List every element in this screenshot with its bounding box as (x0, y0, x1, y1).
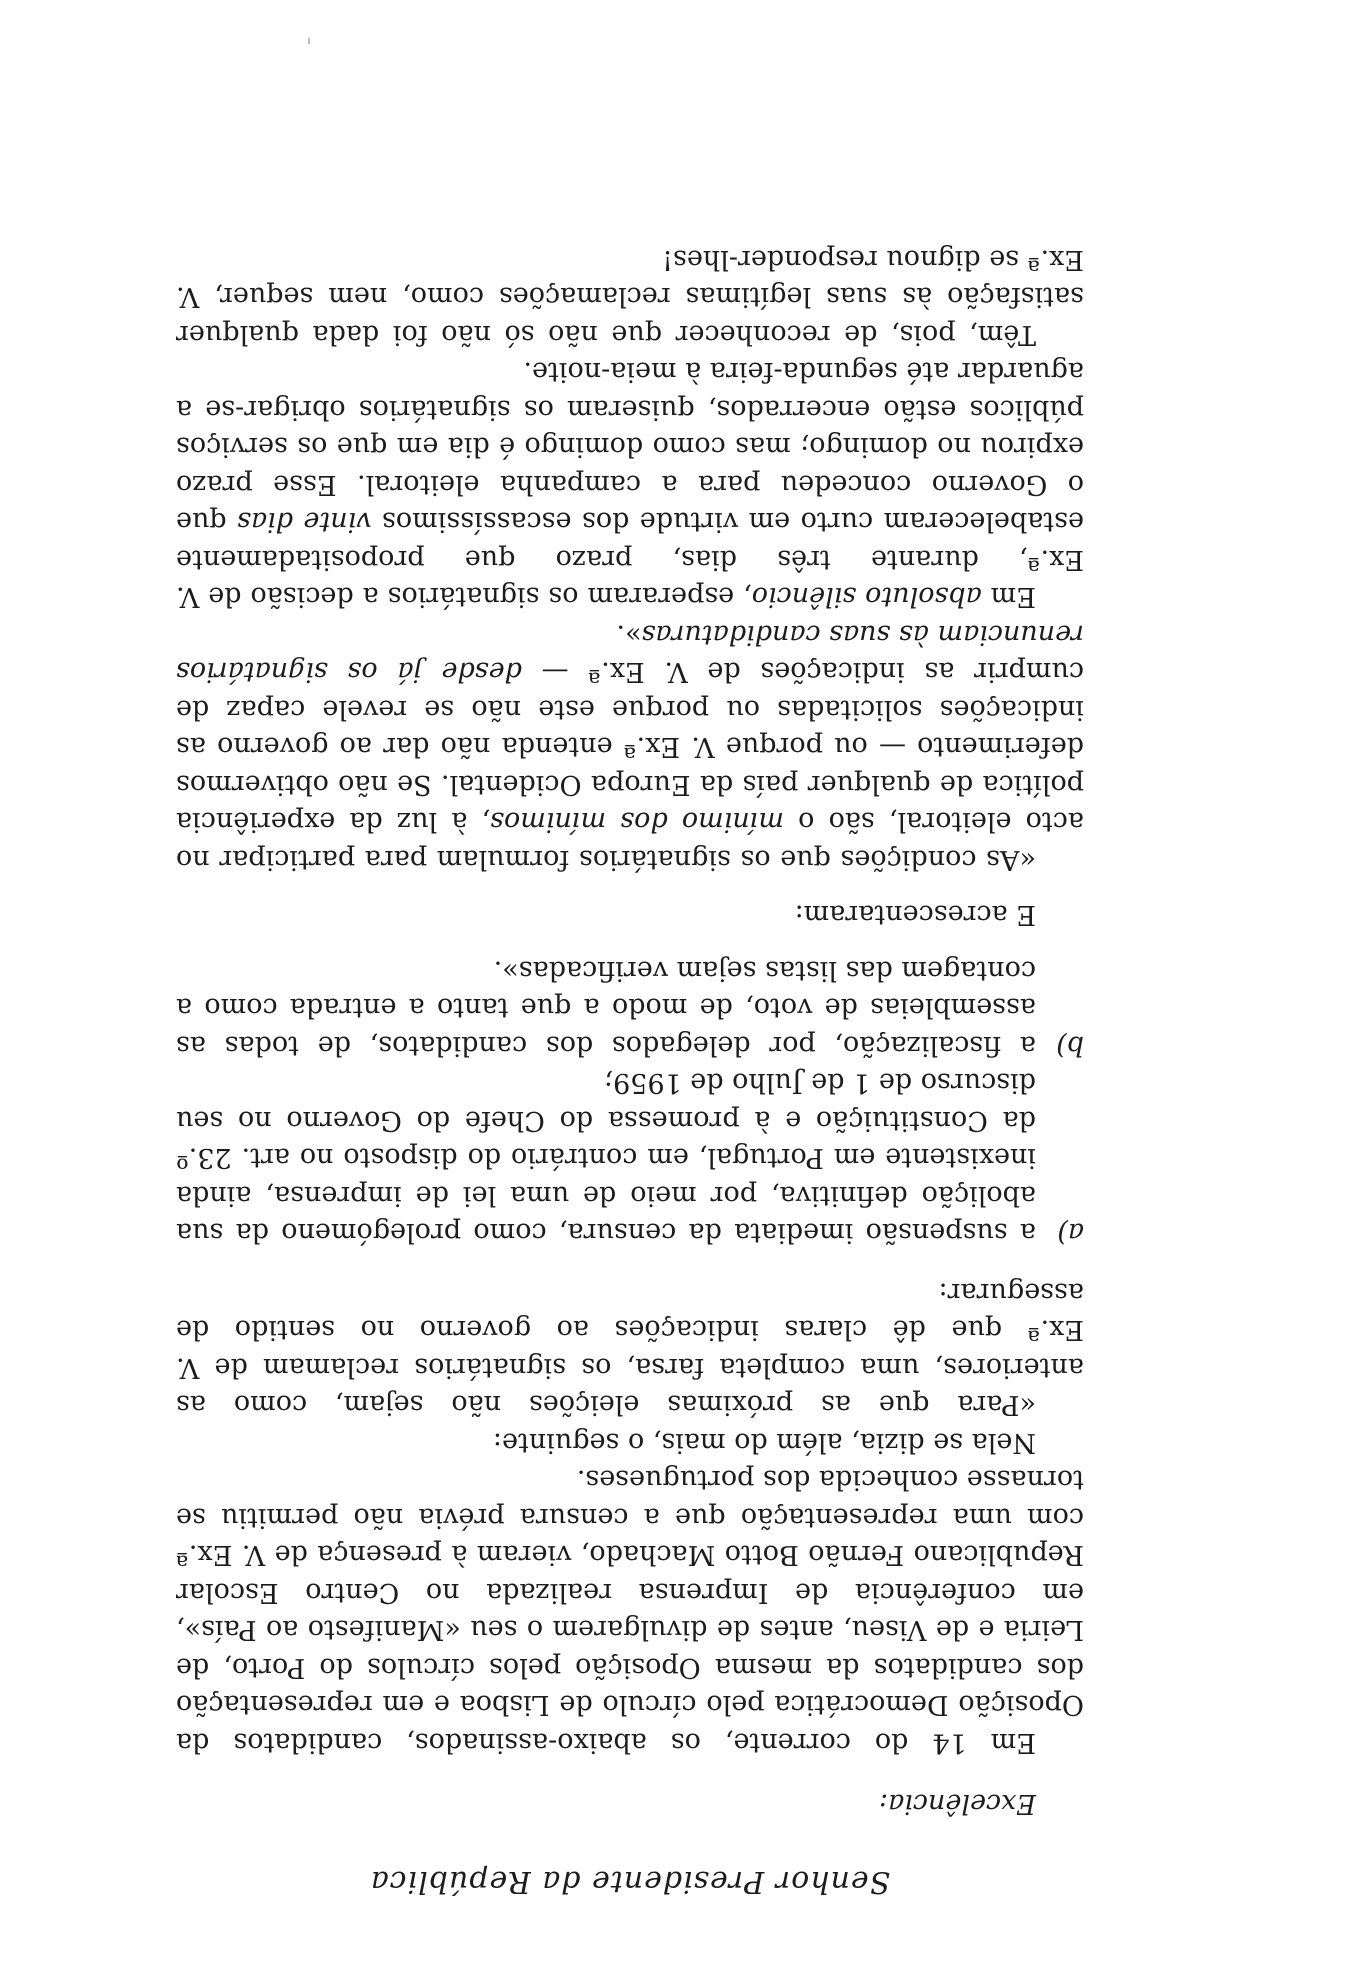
paragraph-3: «Para que as próximas eleições não sejam, como as anteriores, uma completa farsa, os signatários reclamam de V. Ex.ª que dê claras indicações ao governo no sentido de assegurar: (176, 1277, 1084, 1421)
item-marker: b) (1056, 1030, 1084, 1061)
added-heading: E acrescentaram: (794, 899, 1036, 931)
item-text: a suspensão imediata da censura, como prolegómeno da sua abolição definitiva, por meio de uma lei de imprensa, ainda inexistente em Portugal, em contrário do disposto no art. 23.º da Constituição e à promessa do Chefe do Governo no seu discurso de 1 de Julho de 1959; (176, 1067, 1036, 1249)
paragraph-5: Em absoluto silêncio, esperaram os signatários a decisão de V. Ex.ª, durante três dias, prazo que propositadamente estabeleceram curto em virtude dos escassíssimos vinte dias que o Governo concedeu para a campanha eleitoral. Esse prazo expirou no domingo; mas como domingo é dia em que os serviços públicos estão encerrados, quiseram os signatários obrigar-se a aguardar até segunda-feira à meia-noite. (175, 356, 1084, 613)
scan-speck (308, 38, 310, 44)
list-item-a (176, 1064, 1084, 1252)
paragraph-6: Têm, pois, de reconhecer que não só não foi dada qualquer satisfação às suas legítimas reclamações como, nem sequer, V. Ex.ª se dignou responder-lhes! (176, 244, 1084, 350)
letter-title: Senhor Presidente da República (369, 1864, 891, 1899)
paragraph-2: Nela se dizia, além do mais, o seguinte: (492, 1427, 1036, 1458)
item-text: a fiscalização, por delegados dos candidatos, de todas as assembleias de voto, de modo a que tanto a entrada como a contagem das listas sejam verificadas». (176, 955, 1036, 1061)
salutation: Excelência: (879, 1788, 1036, 1820)
letter-body (176, 241, 1084, 1929)
paragraph-4: «As condições que os signatários formulam para participar no acto eleitoral, são o mínimo dos mínimos, à luz da experiência política de qualquer país da Europa Ocidental. Se não obtivermos deferimento — ou porque V. Ex.ª entenda não dar ao governo as indicações solicitadas ou porque este não se revele capaz de cumprir as indicações de V. Ex.ª — desde já os signatários renunciam às suas candidaturas». (175, 619, 1084, 875)
paragraph-1: Em 14 do corrente, os abaixo-assinados, candidatos da Oposição Democrática pelo círculo de Lisboa e em representação dos candidatos da mesma Oposição pelos círculos do Porto, de Leiria e de Viseu, antes de divulgarem o seu «Manifesto ao País», em conferência de Imprensa realizada no Centro Escolar Republicano Fernão Botto Machado, vieram à presença de V. Ex.ª com uma representação que a censura prévia não permitiu se tornasse conhecida dos portugueses. (176, 1464, 1084, 1758)
item-marker: a) (1057, 1217, 1084, 1249)
list-item-b (176, 952, 1084, 1065)
